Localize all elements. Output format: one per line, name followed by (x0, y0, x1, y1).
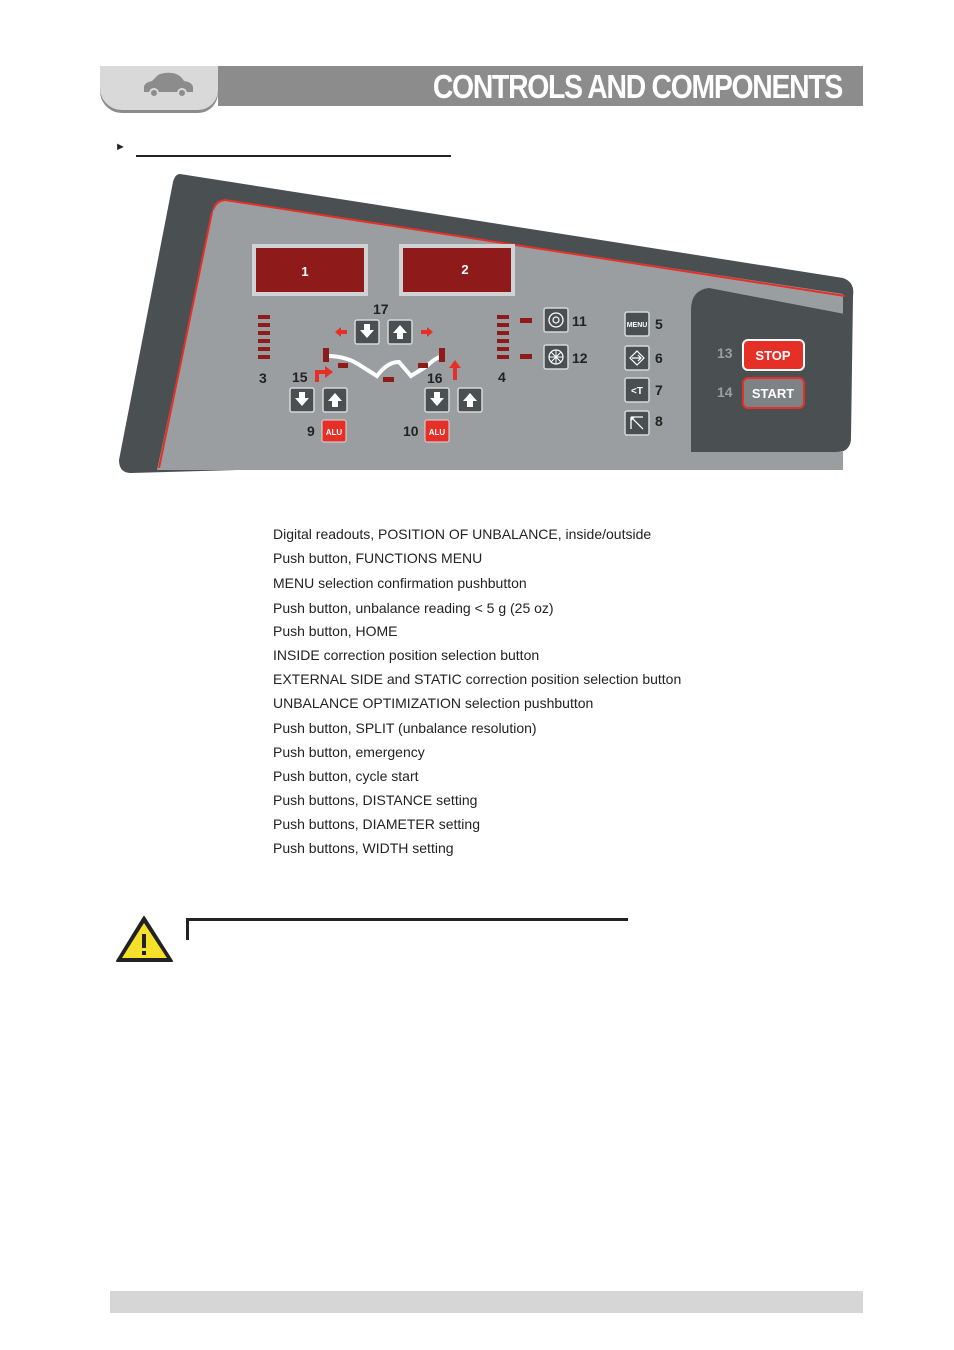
control-panel (115, 170, 860, 480)
header-tab (100, 66, 218, 110)
label-7: 7 (655, 382, 663, 398)
label-16: 16 (427, 370, 443, 386)
label-3: 3 (259, 370, 267, 386)
stop-label: STOP (755, 348, 791, 363)
legend-item: Push button, SPLIT (unbalance resolution) (273, 720, 537, 736)
label-11: 11 (572, 313, 587, 329)
section-underline (136, 155, 451, 157)
label-14: 14 (717, 384, 733, 400)
home-button[interactable] (625, 411, 649, 435)
alu-button-outside[interactable] (425, 420, 449, 442)
label-5: 5 (655, 316, 663, 332)
diameter-down-button[interactable] (425, 388, 449, 412)
legend-item: UNBALANCE OPTIMIZATION selection pushbutton (273, 695, 594, 711)
warning-rule-vertical (186, 918, 189, 940)
menu-button[interactable] (625, 312, 649, 336)
label-8: 8 (655, 413, 663, 429)
legend-item: Push button, emergency (273, 744, 425, 760)
warning-icon (115, 914, 175, 964)
label-12: 12 (572, 350, 588, 366)
legend-item: Push button, cycle start (273, 768, 419, 784)
menu-label: MENU (626, 322, 648, 329)
display-1: 1 (301, 264, 309, 279)
stop-button[interactable] (743, 340, 804, 370)
label-9: 9 (307, 423, 315, 439)
start-label: START (751, 386, 795, 401)
label-4: 4 (498, 369, 506, 385)
legend-item: EXTERNAL SIDE and STATIC correction position selection button (273, 671, 682, 687)
legend-item: Push button, FUNCTIONS MENU (273, 550, 483, 566)
width-down-button[interactable] (355, 320, 379, 344)
legend-item: Push button, HOME (273, 623, 398, 639)
threshold-button[interactable] (625, 378, 649, 402)
optimization-button[interactable] (544, 308, 568, 332)
car-icon (138, 70, 198, 100)
alu-label-9: ALU (325, 428, 343, 437)
legend-item: MENU selection confirmation pushbutton (273, 575, 527, 591)
legend-item: Push buttons, DIAMETER setting (273, 816, 480, 832)
legend-item: Push button, unbalance reading < 5 g (25 oz) (273, 600, 554, 616)
legend-item: Push buttons, WIDTH setting (273, 840, 454, 856)
alu-label-10: ALU (428, 428, 446, 437)
warning-rule (186, 918, 628, 921)
label-17: 17 (373, 301, 389, 317)
label-6: 6 (655, 350, 663, 366)
split-button[interactable] (544, 345, 568, 369)
page-title: CONTROLS AND COMPONENTS (432, 68, 842, 105)
diameter-up-button[interactable] (458, 388, 482, 412)
label-13: 13 (717, 345, 733, 361)
legend-item: Digital readouts, POSITION OF UNBALANCE, inside/outside (273, 526, 652, 542)
distance-down-button[interactable] (290, 388, 314, 412)
alu-button-inside[interactable] (322, 420, 346, 442)
start-button[interactable] (743, 378, 804, 408)
distance-up-button[interactable] (323, 388, 347, 412)
confirm-button[interactable] (625, 346, 649, 370)
bullet-arrow-icon: ► (115, 141, 126, 153)
display-2: 2 (461, 262, 469, 277)
legend-item: INSIDE correction position selection button (273, 647, 540, 663)
width-up-button[interactable] (388, 320, 412, 344)
legend-item: Push buttons, DISTANCE setting (273, 792, 478, 808)
label-10: 10 (403, 423, 419, 439)
label-15: 15 (292, 369, 308, 385)
threshold-label: <T (631, 386, 643, 397)
footer-bar (110, 1291, 863, 1313)
